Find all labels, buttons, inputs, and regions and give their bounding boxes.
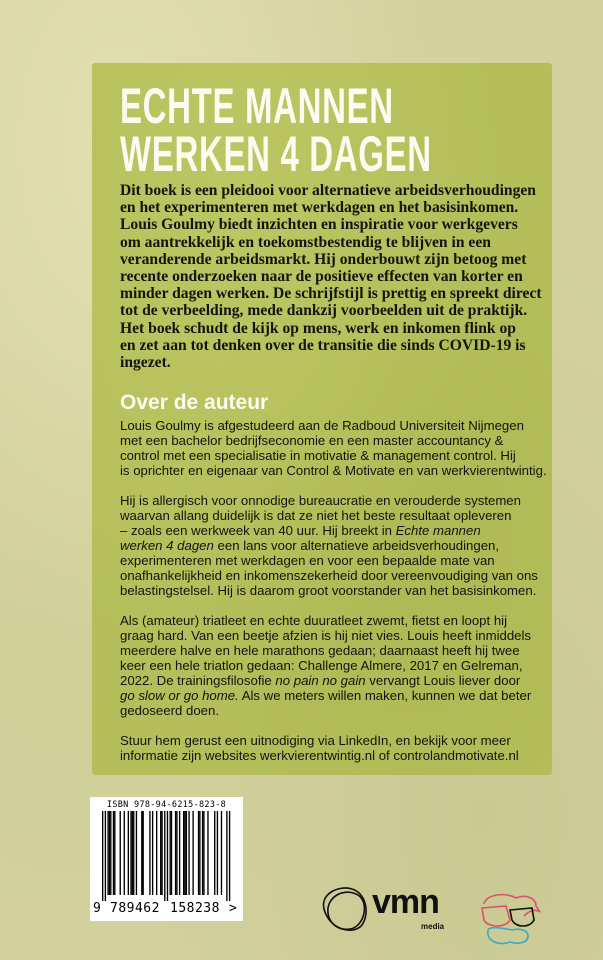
blurb-line: en het experimenteren met werkdagen en het basisinkomen.	[120, 199, 519, 217]
title-line-1: ECHTE MANNEN	[120, 78, 394, 134]
barcode-bar	[136, 811, 137, 895]
text-segment: belastingstelsel. Hij is daarom groot voorstander van het basisinkomen.	[120, 583, 537, 598]
barcode-bar	[217, 811, 218, 895]
vmn-logo-text: vmn	[372, 883, 439, 921]
bio-line	[120, 508, 547, 523]
bio-line	[120, 643, 547, 658]
blurb-line: Dit boek is een pleidooi voor alternatieve arbeidsverhoudingen	[120, 182, 536, 199]
barcode-bar	[132, 811, 133, 895]
author-bio	[120, 418, 547, 778]
barcode-bar	[221, 811, 222, 895]
text-segment: met een bachelor bedrijfseconomie en een master accountancy &	[120, 433, 504, 448]
bio-line	[120, 733, 547, 748]
barcode-bar	[198, 811, 199, 895]
bio-line	[120, 673, 547, 688]
text-segment: Als (amateur) triatleet en echte duuratleet zwemt, fietst en loopt hij	[120, 613, 508, 628]
barcode-bar	[199, 811, 200, 895]
barcode-bar	[176, 811, 177, 895]
text-segment: is oprichter en eigenaar van Control & Motivate en van werkvierentwintig.	[120, 463, 547, 478]
italic-text: werken 4 dagen	[120, 538, 214, 553]
blurb-line: tot de verbeelding, mede dankzij voorbeelden uit de praktijk.	[120, 302, 528, 320]
text-segment: graag hard. Van een beetje afzien is hij niet vies. Louis heeft inmiddels	[120, 628, 532, 643]
bio-line	[120, 748, 547, 763]
bio-paragraph	[120, 733, 547, 763]
title-line-2: WERKEN 4 DAGEN	[120, 126, 432, 182]
blurb-line: minder dagen werken. De schrijfstijl is prettig en spreekt direct	[120, 285, 542, 303]
barcode-bar	[152, 811, 153, 895]
blurb-line: en zet aan tot denken over de transitie die sinds COVID-19 is	[120, 336, 526, 354]
barcode-bar	[179, 811, 180, 895]
text-segment: control met een specialisatie in motivatie & management control. Hij	[120, 448, 516, 463]
barcode-bar	[107, 811, 108, 895]
text-segment: waarvan allang duidelijk is dat ze niet het beste resultaat opleveren	[120, 508, 512, 523]
barcode-bar	[164, 811, 165, 901]
barcode-bar	[226, 811, 227, 901]
text-segment: informatie zijn websites werkvierentwintig.nl of controlandmotivate.nl	[120, 748, 519, 763]
text-segment: gedoseerd doen.	[120, 703, 219, 718]
book-blurb	[120, 182, 542, 371]
barcode-bar	[109, 811, 110, 895]
barcode-bar	[184, 811, 185, 895]
barcode-bar	[186, 811, 187, 895]
blurb-line: Het boek schudt de kijk op mens, werk en inkomen flink op	[120, 319, 516, 337]
barcode-bar	[143, 811, 144, 895]
bio-line	[120, 703, 547, 718]
isbn-label: ISBN 978-94-6215-823-8	[106, 800, 227, 810]
text-segment: experimenteren met werkdagen en voor een bepaalde mate van	[120, 553, 495, 568]
barcode-bar	[175, 811, 176, 895]
barcode-bar	[171, 811, 172, 895]
barcode-bar	[207, 811, 208, 895]
bio-line	[120, 463, 547, 478]
ean-first-digit: 9	[93, 901, 101, 916]
barcode-bar	[188, 811, 189, 895]
italic-text: Echte mannen	[395, 523, 481, 538]
barcode-bars	[96, 811, 237, 903]
text-segment: vervangt Louis liever door	[365, 673, 521, 688]
text-segment: keer een hele triatlon gedaan: Challenge Almere, 2017 en Gelreman,	[120, 658, 523, 673]
glasses-face-logo	[476, 890, 548, 953]
bio-paragraph	[120, 493, 547, 598]
ean-right-digits: 158238	[170, 901, 220, 916]
text-segment: meerdere halve en hele marathons gedaan; daarnaast heeft hij twee	[120, 643, 520, 658]
italic-text: no pain no gain	[275, 673, 366, 688]
text-segment: onafhankelijkheid en inkomenszekerheid door vereenvoudiging van ons	[120, 568, 538, 583]
barcode-bar	[130, 811, 131, 895]
bio-line	[120, 583, 547, 598]
barcode-bar	[156, 811, 157, 895]
bio-line	[120, 418, 547, 433]
bio-paragraph	[120, 613, 547, 718]
italic-text: go slow or go home.	[120, 688, 239, 703]
bio-line	[120, 493, 547, 508]
barcode-bar	[114, 811, 115, 895]
barcode-bar	[113, 811, 114, 895]
vmn-logo-sub: media	[421, 922, 445, 931]
barcode-bar	[149, 811, 150, 895]
barcode-bar	[161, 811, 162, 895]
text-segment: Als we meters willen maken, kunnen we dat beter	[238, 688, 532, 703]
barcode-bar	[133, 811, 134, 895]
author-heading: Over de auteur	[120, 391, 269, 414]
barcode-bar	[110, 811, 111, 895]
barcode-bar	[141, 811, 142, 895]
blurb-line: Louis Goulmy biedt inzichten en inspiratie voor werkgevers	[120, 216, 518, 234]
bio-line	[120, 538, 547, 553]
barcode-bar	[105, 811, 106, 901]
bio-line	[120, 523, 547, 538]
barcode-bar	[183, 811, 184, 895]
barcode-bar	[192, 811, 193, 895]
vmn-media-logo	[318, 883, 448, 940]
text-segment: een lans voor alternatieve arbeidsverhoudingen,	[213, 538, 500, 553]
blurb-line: om aantrekkelijk en toekomstbestendig te blijven in een	[120, 233, 491, 251]
barcode-bar	[120, 811, 121, 895]
text-segment: – zoals een werkweek van 40 uur. Hij breekt in	[120, 523, 396, 538]
bio-line	[120, 628, 547, 643]
text-segment: Hij is allergisch voor onnodige bureaucratie en verouderde systemen	[120, 493, 521, 508]
bio-paragraph	[120, 418, 547, 478]
ean-left-digits: 789462	[110, 901, 160, 916]
book-title	[120, 78, 432, 182]
barcode-bar	[124, 811, 125, 895]
text-segment: Stuur hem gerust een uitnodiging via LinkedIn, en bekijk voor meer	[120, 733, 511, 748]
barcode-bar	[214, 811, 215, 895]
barcode-bar	[160, 811, 161, 895]
ean-arrow: >	[229, 901, 237, 916]
barcode-bar	[170, 811, 171, 895]
barcode-bar	[202, 811, 203, 895]
barcode-bar	[102, 811, 103, 901]
blurb-line: veranderende arbeidsmarkt. Hij onderbouwt zijn betoog met	[120, 250, 527, 268]
bio-line	[120, 568, 547, 583]
glasses-face-icon	[476, 890, 548, 948]
barcode-bar	[229, 811, 230, 901]
bio-line	[120, 658, 547, 673]
barcode-bar	[167, 811, 168, 901]
bio-line	[120, 688, 547, 703]
barcode-bar	[128, 811, 129, 895]
isbn-barcode	[90, 797, 243, 921]
bio-line	[120, 613, 547, 628]
bio-line	[120, 553, 547, 568]
text-segment: 2022. De trainingsfilosofie	[120, 673, 276, 688]
blurb-line: recente onderzoeken naar de positieve effecten van korter en	[120, 268, 523, 286]
bio-line	[120, 448, 547, 463]
text-segment: Louis Goulmy is afgestudeerd aan de Radboud Universiteit Nijmegen	[120, 418, 524, 433]
blurb-line: ingezet.	[120, 354, 171, 372]
barcode-bar	[203, 811, 204, 895]
bio-line	[120, 433, 547, 448]
